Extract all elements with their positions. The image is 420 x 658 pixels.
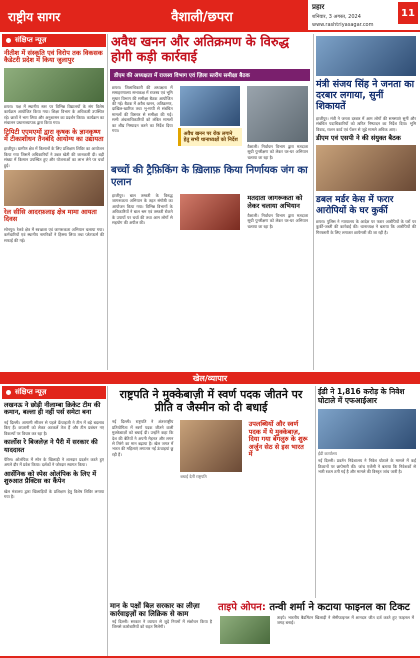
paper-name: प्रहार xyxy=(312,3,325,11)
bottom-left-headline[interactable]: मान के पक्षों बिल सरकार का लीज़ा कार्रवाइज़ों का लिक्रिक से काम xyxy=(110,602,200,619)
minister-photo xyxy=(316,36,416,76)
city-title: वैशाली/छपरा xyxy=(96,0,308,32)
box-headline[interactable]: मतदाता जागरूकता को लेकर चलाया अभियान xyxy=(247,194,303,210)
sports-business-bar: खेल/व्यापार xyxy=(0,372,420,384)
sports-lead-headline[interactable]: राष्ट्रपति ने मुक्केबाज़ी में स्वर्ण पदक जीतने पर प्रीति व जैस्मीन को दी बधाई xyxy=(119,388,303,415)
brief-news-header-2 xyxy=(2,386,106,399)
news-photo-2 xyxy=(4,170,104,206)
lead-body: छपरा। जिलाधिकारी की अध्यक्षता में समाहरणालय सभाकक्ष में राजस्व एवं भूमि सुधार विभाग की समीक्षा बैठक आयोजित की गई। बैठक में अवैध खनन, अतिक्रमण, दाखिल-खारिज तथा भू-मापी से संबंधित मामलों की विस्तार से समीक्षा की गई। सभी अंचलाधिकारियों को लंबित मामलों का शीघ्र निष्पादन करने का निर्देश दिया गया। xyxy=(112,84,173,133)
box-body: वैशाली। निर्वाचन विभाग द्वारा मतदाता सूची पुनरीक्षण को लेकर घर-घर अभियान चलाया जा रहा है। xyxy=(247,212,309,229)
brief-body-3: सोनपुर। रेलवे क्षेत्र में स्वच्छता एवं जागरूकता अभियान चलाया गया। कर्मचारियों एवं स्थानीय नागरिकों ने हिस्सा लिया तथा प्लेटफार्म की सफाई की गई। xyxy=(4,226,104,243)
bullet-icon xyxy=(6,38,11,43)
lead-columns xyxy=(108,82,312,163)
brief-headline-1[interactable]: नीतीश में संस्कृति एवं विरोप तक विकसक कैडेटरी प्रदेश में किया जुलापुर xyxy=(4,49,103,65)
bottom-left-story xyxy=(108,600,216,656)
badminton-headline[interactable] xyxy=(218,602,416,614)
sports-headline-2[interactable]: कार्लोस रे बिजलेज़ ने पैरी में सरकार की याददास्त xyxy=(4,438,98,454)
lead-subheadline: डीएम की अध्यक्षता में राजस्व विभाग एवं ज़िला स्तरीय समीक्षा बैठक xyxy=(110,69,310,81)
sports-lead-columns xyxy=(108,416,314,482)
sports-sub-headline[interactable]: उपलब्धियों और स्वर्ण पदक में ये मुक्केबाज़, दिया गया बेंगलुरु के शुरू अर्जुन सेठ से इस भारत में xyxy=(248,420,308,459)
brief-news-header xyxy=(2,34,106,47)
badminton-photo xyxy=(220,616,270,644)
lead-headline[interactable]: अवैध खनन और अतिक्रमण के विरुद्ध होगी कड़ी कार्रवाई xyxy=(111,35,290,65)
sports-lead-body: नई दिल्ली। राष्ट्रपति ने अंतरराष्ट्रीय प्रतियोगिता में स्वर्ण पदक जीतने वाली मुक्केबाज़ों को बधाई दी। उन्होंने कहा कि देश की बेटियों ने अपनी मेहनत और लगन से तिरंगे का मान बढ़ाया है। खेल जगत में भारत की महिलाएं लगातार नई ऊंचाइयां छू रही हैं। xyxy=(112,419,174,457)
news-photo-1 xyxy=(4,68,104,102)
president-photo xyxy=(180,420,241,472)
left-column-top xyxy=(2,34,106,370)
section-title: राष्ट्रीय सागर xyxy=(0,0,96,32)
brief-body-2: हाजीपुर। ग्रामीण क्षेत्र में किसानों के लिए प्रशिक्षण शिविर का आयोजन किया गया जिसमें अधिकारियों ने उन्नत खेती की जानकारी दी। बड़ी संख्या में किसान उपस्थित हुए और योजनाओं का लाभ लेने पर चर्चा हुई। xyxy=(4,146,104,168)
badminton-headline-main: तन्वी शर्मा ने कटाया फाइनल का टिकट xyxy=(269,602,410,613)
second-columns xyxy=(108,190,312,234)
badminton-headline-kicker: ताइपे ओपन: xyxy=(218,602,266,613)
page-number: 11 xyxy=(398,2,418,24)
right-body-1: हाजीपुर। मंत्री ने जनता दरबार में आम लोगों की समस्याएं सुनीं और संबंधित पदाधिकारियों को त्वरित निष्पादन का निर्देश दिया। भूमि विवाद, राशन कार्ड एवं पेंशन से जुड़े मामले अधिक आए। xyxy=(316,115,416,132)
right-headline-1[interactable]: मंत्री संजय सिंह ने जनता का दरबार लगाया, सुनीं शिकायतें xyxy=(316,79,415,112)
right-headline-2[interactable]: डबल मर्डर केस में फरार आरोपियों के घर कुर्की xyxy=(316,195,394,216)
crime-photo xyxy=(316,145,416,191)
bottom-stories xyxy=(108,600,418,656)
bottom-left-body: नई दिल्ली। सरकार ने व्यापार से जुड़े नियमों में संशोधन किया है जिससे कारोबारियों को राहत मिलेगी। xyxy=(112,619,212,630)
ed-photo xyxy=(318,409,416,449)
business-body: नई दिल्ली। प्रवर्तन निदेशालय ने निवेश घोटाले के मामले में कई ठिकानों पर छापेमारी की। जांच एजेंसी ने बताया कि निवेशकों से भारी रकम ठगी गई है और मामले की विस्तृत जांच जारी है। xyxy=(318,458,416,475)
president-photo-caption: बधाई देतीं राष्ट्रपति xyxy=(180,474,207,480)
sports-headline-1[interactable]: लखनऊ ने छोड़ी नीलाम्बा क्रिकेट टीम की कमान, बल्ला ही नहीं पर्स समेटा बना xyxy=(4,401,101,417)
right-small-headline[interactable]: डीएम एवं एसपी ने की संयुक्त बैठक xyxy=(316,133,401,142)
lead-photo xyxy=(180,86,241,126)
brief-headline-2[interactable]: ट्रिपिटी एएमएमों द्वारा कृषक के ज्ञानकृष्ण में टीकाशीधन तैनबंदि आयोग्य का उद्यायता xyxy=(4,127,104,143)
second-body: हाजीपुर। बाल तस्करी के विरुद्ध जागरूकता अभियान के तहत संगोष्ठी का आयोजन किया गया। विभिन्न विभागों के अधिकारियों ने बाल श्रम एवं तस्करी रोकने के उपायों पर चर्चा की तथा आम लोगों से सहयोग की अपील की। xyxy=(112,193,173,225)
meeting-photo xyxy=(247,86,308,142)
website-link[interactable]: www.rashtriyasagar.com xyxy=(312,22,374,28)
sports-body-3: खेल मंत्रालय द्वारा खिलाड़ियों के प्रशिक्षण हेतु विशेष शिविर लगाया गया है। xyxy=(4,488,104,500)
right-column-top xyxy=(314,34,418,370)
second-headline[interactable]: बच्चों की ट्रैफ़िकिंग के ख़िलाफ़ किया निर्णायक जंग का एलान xyxy=(111,165,308,188)
lead-quote: अवैध खनन पर रोक लगाने हेतु सभी थानाध्यक्षों को निर्देश xyxy=(178,128,243,146)
brief-body-1: छपरा। पक्ष में स्थानीय स्तर पर विभिन्न विद्यालयों के संग विशेष कार्यक्रम आयोजित किया गया। शिक्षा विभाग के अधिकारी उपस्थित रहे। छात्रों ने भाग लिया और अनुशासन का प्रदर्शन किया। कार्यक्रम का संचालन प्रधानाध्यापक द्वारा किया गया। xyxy=(4,103,104,126)
right-body-2: छपरा। पुलिस ने न्यायालय के आदेश पर फरार आरोपियों के घरों पर कुर्की-जब्ती की कार्रवाई की। थानाध्यक्ष ने बताया कि आरोपियों की गिरफ्तारी के लिए लगातार छापेमारी की जा रही है। xyxy=(316,219,416,235)
left-column-bottom xyxy=(2,386,106,656)
ed-photo-caption: ईडी कार्यालय xyxy=(318,451,337,457)
main-story xyxy=(108,34,312,370)
second-photo xyxy=(180,194,241,230)
lead-body-cont: वैशाली। निर्वाचन विभाग द्वारा मतदाता सूची पुनरीक्षण को लेकर घर-घर अभियान चलाया जा रहा है। xyxy=(247,143,309,160)
issue-date: शनिवार, 3 अगस्त, 2024 xyxy=(312,14,361,20)
badminton-body: ताइपे। भारतीय बैडमिंटन खिलाड़ी ने सेमीफाइनल में शानदार जीत दर्ज करते हुए फाइनल में जगह बनाई। xyxy=(277,614,414,625)
business-headline[interactable]: ईडी ने 1,816 करोड़ के निवेश घोटाले में एफआईआर xyxy=(318,387,405,405)
paper-info xyxy=(308,0,420,32)
bottom-right-story xyxy=(216,600,418,656)
brief-headline-3[interactable]: रेल सीसि आदरफ़लाइ क्षेत्र मामा आयता दिवस xyxy=(4,208,97,224)
brief-news-label: संक्षिप्त न्यूज़ xyxy=(15,36,47,44)
brief-news-label-2: संक्षिप्त न्यूज़ xyxy=(15,388,47,396)
masthead xyxy=(0,0,420,32)
bullet-icon xyxy=(6,390,11,395)
sports-headline-3[interactable]: आर्सेनिक को स्पेस ओलंपिक के लिए में शुरुआत प्रैक्टिस का कैंपेन xyxy=(4,469,97,486)
sports-body-1: नई दिल्ली। आगामी सीजन से पहले फ्रेंचाइजी ने टीम में बड़े बदलाव किए हैं। कप्तानी को लेकर अटकलें तेज हैं और टीम प्रबंधन नए विकल्पों पर विचार कर रहा है। xyxy=(4,419,104,436)
sports-body-2: पेरिस। ओलंपिक में स्पेन के खिलाड़ी ने शानदार प्रदर्शन करते हुए अगले दौर में प्रवेश किया। दर्शकों ने जोरदार स्वागत किया। xyxy=(4,457,104,468)
